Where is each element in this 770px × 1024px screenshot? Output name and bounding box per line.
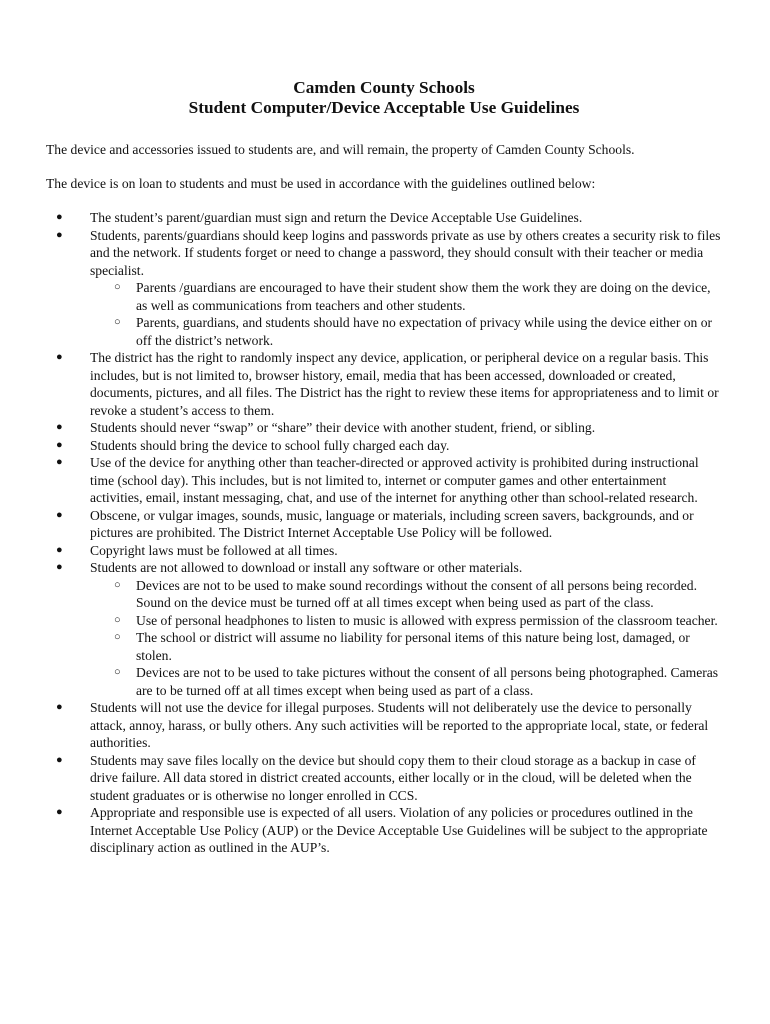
guideline-text: Students should bring the device to school fully charged each day. bbox=[90, 437, 450, 453]
bullet-icon: ● bbox=[56, 456, 63, 468]
guideline-text: Obscene, or vulgar images, sounds, music, language or materials, including screen savers, backgrounds, and or pictures are prohibited. The District Internet Acceptable Use Policy will be followed. bbox=[90, 507, 694, 540]
bullet-icon: ● bbox=[56, 508, 63, 521]
intro-paragraph-1: The device and accessories issued to students are, and will remain, the property of Camden County Schools. bbox=[46, 142, 635, 157]
guideline-text: The student’s parent/guardian must sign and return the Device Acceptable Use Guidelines. bbox=[90, 210, 583, 225]
bullet-icon: ● bbox=[56, 543, 63, 556]
circle-bullet-icon: ○ bbox=[114, 281, 121, 293]
bullet-icon: ● bbox=[56, 753, 63, 766]
bullet-icon: ● bbox=[56, 421, 63, 433]
bullet-icon: ● bbox=[56, 561, 63, 573]
guideline-item bbox=[46, 419, 722, 437]
sub-guideline-text: Parents, guardians, and students should have no expectation of privacy while using the device either on or off the district’s network. bbox=[136, 315, 713, 348]
document-title-line2: Student Computer/Device Acceptable Use Guidelines bbox=[188, 98, 580, 117]
circle-bullet-icon: ○ bbox=[114, 613, 121, 626]
sub-guideline-text: Devices are not to be used to make sound recordings without the consent of all persons being recorded. Sound on the device must be turned off at all times except when being used as part of the class. bbox=[136, 577, 697, 610]
guidelines-list bbox=[46, 209, 722, 857]
sub-guideline-item bbox=[46, 612, 722, 630]
intro-paragraph-2: The device is on loan to students and must be used in accordance with the guidelines outlined below: bbox=[46, 175, 596, 191]
sub-guideline-list bbox=[90, 577, 722, 700]
sub-guideline-text: Parents /guardians are encouraged to have their student show them the work they are doing on the device, as well as communications from teachers and other students. bbox=[136, 280, 711, 313]
guideline-text: The district has the right to randomly inspect any device, application, or peripheral device on a regular basis. This includes, but is not limited to, browser history, email, media that has been accessed, downloaded or created, documents, pictures, and all files. The District has the right to review these items for appropriateness and to limit or revoke a student’s access to them. bbox=[90, 350, 719, 418]
guideline-item bbox=[46, 559, 722, 699]
bullet-icon: ● bbox=[56, 701, 63, 713]
circle-bullet-icon: ○ bbox=[114, 578, 121, 591]
guideline-item bbox=[46, 507, 722, 542]
bullet-icon: ● bbox=[56, 351, 63, 363]
sub-guideline-item bbox=[46, 279, 722, 314]
bullet-icon: ● bbox=[56, 806, 63, 818]
circle-bullet-icon: ○ bbox=[114, 316, 121, 328]
sub-guideline-item bbox=[46, 664, 722, 699]
document-title-line1: Camden County Schools bbox=[293, 78, 475, 97]
guideline-item bbox=[46, 437, 722, 455]
guideline-text: Students are not allowed to download or install any software or other materials. bbox=[90, 560, 523, 575]
sub-guideline-text: The school or district will assume no liability for personal items of this nature being lost, damaged, or stolen. bbox=[136, 630, 690, 663]
guideline-text: Students, parents/guardians should keep logins and passwords private as use by others creates a security risk to files and the network. If students forget or need to change a password, they should consult with their teacher or media specialist. bbox=[90, 227, 721, 278]
guideline-text: Students will not use the device for illegal purposes. Students will not deliberately use the device to personally attack, annoy, harass, or bully others. Any such activities will be reported to the appropriate local, state, or federal authorities. bbox=[90, 700, 709, 750]
sub-guideline-item bbox=[46, 629, 722, 664]
sub-guideline-text: Use of personal headphones to listen to music is allowed with express permission of the classroom teacher. bbox=[136, 612, 718, 628]
bullet-icon: ● bbox=[56, 211, 63, 223]
guideline-text: Use of the device for anything other than teacher-directed or approved activity is prohibited during instructional time (school day). This includes, but is not limited to, internet or computer games and other entertainment activities, email, instant messaging, chat, and use of the internet for anything other than school-related research. bbox=[90, 455, 699, 505]
guideline-item bbox=[46, 699, 722, 752]
circle-bullet-icon: ○ bbox=[114, 666, 121, 678]
guideline-text: Students should never “swap” or “share” their device with another student, friend, or sibling. bbox=[90, 420, 596, 435]
guideline-text: Students may save files locally on the device but should copy them to their cloud storage as a backup in case of drive failure. All data stored in district created accounts, either locally or in the cloud, will be deleted when the student graduates or is otherwise no longer enrolled in CCS. bbox=[90, 752, 696, 803]
guideline-item bbox=[46, 227, 722, 350]
guideline-item bbox=[46, 454, 722, 507]
guideline-item bbox=[46, 804, 722, 857]
bullet-icon: ● bbox=[56, 228, 63, 241]
guideline-item bbox=[46, 349, 722, 419]
guideline-item bbox=[46, 542, 722, 560]
guideline-text: Copyright laws must be followed at all times. bbox=[90, 542, 338, 558]
bullet-icon: ● bbox=[56, 438, 63, 451]
sub-guideline-item bbox=[46, 577, 722, 612]
guideline-text: Appropriate and responsible use is expected of all users. Violation of any policies or procedures outlined in the Internet Acceptable Use Policy (AUP) or the Device Acceptable Use Guidelines will be subject to the appropriate disciplinary action as outlined in the AUP’s. bbox=[90, 805, 708, 855]
sub-guideline-list bbox=[90, 279, 722, 349]
sub-guideline-item bbox=[46, 314, 722, 349]
guideline-item bbox=[46, 209, 722, 227]
guideline-item bbox=[46, 752, 722, 805]
circle-bullet-icon: ○ bbox=[114, 631, 121, 643]
sub-guideline-text: Devices are not to be used to take pictures without the consent of all persons being photographed. Cameras are to be turned off at all times except when being used as part of a class. bbox=[136, 665, 719, 698]
